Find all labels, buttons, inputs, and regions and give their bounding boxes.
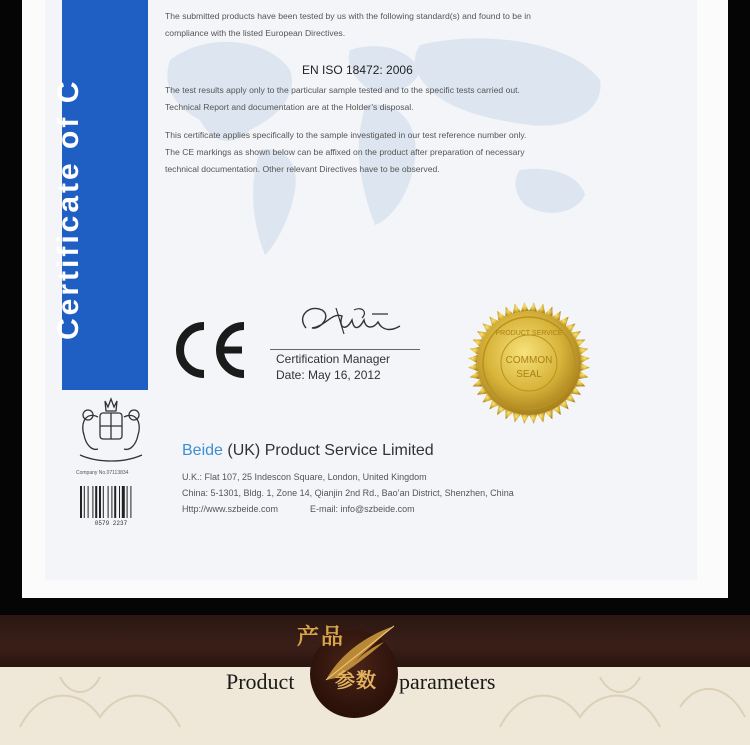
- seal-ray: [468, 355, 477, 363]
- manager-block: [276, 351, 390, 383]
- banner-title-right: parameters: [399, 669, 496, 694]
- signature-line: [270, 349, 420, 350]
- seal-ray: [580, 355, 589, 363]
- paragraph-3-line-1: This certificate applies specifically to the sample investigated in our test reference number only.: [165, 130, 527, 140]
- seal-ray: [521, 414, 529, 423]
- company-name: [182, 442, 434, 460]
- company-email: E-mail: info@szbeide.com: [310, 504, 415, 514]
- paragraph-2-line-1: The test results apply only to the particular sample tested and to the specific tests carried out.: [165, 85, 520, 95]
- gold-seal: [466, 300, 592, 426]
- barcode-bar: [99, 486, 101, 518]
- barcode-bar: [111, 486, 112, 518]
- standard-number: EN ISO 18472: 2006: [302, 63, 413, 77]
- seal-ray: [529, 302, 537, 311]
- ce-mark-logo: [170, 318, 250, 382]
- company-website: Http://www.szbeide.com: [182, 504, 279, 514]
- signature-image: [292, 298, 412, 346]
- paragraph-3: [165, 127, 620, 178]
- seal-ray: [529, 414, 537, 423]
- barcode-bar: [95, 486, 97, 518]
- paragraph-3-line-3: technical documentation. Other relevant Directives have to be observed.: [165, 164, 440, 174]
- paragraph-3-line-2: The CE markings as shown below can be affixed on the product after preparation of necessary: [165, 147, 525, 157]
- barcode-bar: [80, 486, 82, 518]
- barcode-bar: [84, 486, 85, 518]
- company-brand: Beide: [182, 442, 223, 459]
- paragraph-2-line-2: Technical Report and documentation are at the Holder’s disposal.: [165, 102, 414, 112]
- banner-cn-title-bottom: 参数: [335, 668, 377, 692]
- manager-title: Certification Manager: [276, 352, 391, 366]
- barcode: [78, 484, 144, 526]
- banner-title-left: Product: [226, 669, 295, 694]
- paragraph-1-line-2: compliance with the listed European Directives.: [165, 28, 346, 38]
- sidebar-title: Certificate of C: [52, 78, 85, 340]
- banner-cn-title-top: 产品: [297, 624, 346, 650]
- certificate-sidebar: [52, 0, 148, 390]
- barcode-bar: [127, 486, 128, 518]
- address-china: China: 5-1301, Bldg. 1, Zone 14, Qianjin 2nd Rd., Bao’an District, Shenzhen, China: [182, 488, 514, 498]
- barcode-bar: [92, 486, 93, 518]
- barcode-bar: [88, 486, 89, 518]
- paragraph-1: [165, 8, 620, 42]
- paragraph-1-line-1: The submitted products have been tested by us with the following standard(s) and found to be in: [165, 11, 531, 21]
- certificate-date: Date: May 16, 2012: [276, 368, 381, 382]
- seal-ray: [580, 363, 589, 371]
- company-name-rest: (UK) Product Service Limited: [222, 442, 434, 459]
- barcode-digits: 0579 2237: [94, 520, 128, 527]
- company-number: Company No.07113834: [76, 470, 129, 476]
- barcode-bar: [103, 486, 104, 518]
- paragraph-2: [165, 82, 620, 116]
- barcode-bar: [108, 486, 109, 518]
- seal-ray: [521, 302, 529, 311]
- seal-ray: [468, 363, 477, 371]
- royal-crest-logo: [70, 393, 152, 467]
- barcode-bar: [130, 486, 131, 518]
- barcode-bar: [122, 486, 125, 518]
- barcode-bar: [119, 486, 120, 518]
- seal-text-seal: SEAL: [516, 369, 542, 380]
- seal-text-common: COMMON: [505, 355, 553, 366]
- seal-ring-text: PRODUCT SERVICE: [495, 330, 563, 337]
- address-uk: U.K.: Flat 107, 25 Indescon Square, London, United Kingdom: [182, 472, 427, 482]
- barcode-bar: [114, 486, 116, 518]
